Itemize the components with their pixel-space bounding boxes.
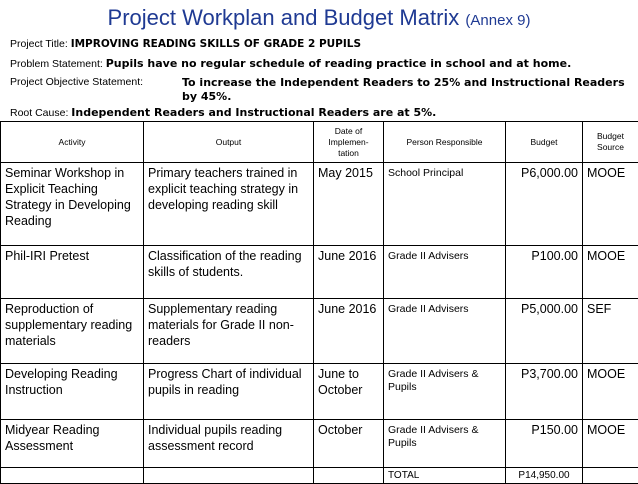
root-cause-value: Independent Readers and Instructional Readers are at 5%. bbox=[71, 106, 436, 119]
total-label: TOTAL bbox=[384, 468, 506, 484]
cell-output: Primary teachers trained in explicit teaching strategy in developing reading skill bbox=[144, 163, 314, 246]
objective-line-2: by 45%. bbox=[182, 90, 625, 104]
title-main: Project Workplan and Budget Matrix bbox=[108, 5, 460, 30]
header-person: Person Responsible bbox=[384, 122, 506, 163]
total-value: P14,950.00 bbox=[506, 468, 583, 484]
cell-activity: Reproduction of supplementary reading materials bbox=[1, 299, 144, 364]
header-date bbox=[314, 122, 384, 163]
root-cause-line bbox=[10, 106, 436, 119]
total-empty-cell bbox=[314, 468, 384, 484]
project-title-line bbox=[10, 38, 361, 50]
project-title-value: IMPROVING READING SKILLS OF GRADE 2 PUPILS bbox=[71, 38, 361, 50]
cell-date: June to October bbox=[314, 364, 384, 420]
cell-source: MOOE bbox=[583, 246, 638, 299]
table-row bbox=[1, 246, 638, 299]
cell-activity: Phil-IRI Pretest bbox=[1, 246, 144, 299]
cell-activity: Seminar Workshop in Explicit Teaching Strategy in Developing Reading bbox=[1, 163, 144, 246]
objective-statement-line bbox=[10, 76, 638, 106]
cell-budget: P150.00 bbox=[506, 420, 583, 468]
cell-date: October bbox=[314, 420, 384, 468]
cell-source: MOOE bbox=[583, 420, 638, 468]
cell-budget: P6,000.00 bbox=[506, 163, 583, 246]
cell-output: Supplementary reading materials for Grade II non-readers bbox=[144, 299, 314, 364]
project-title-label: Project Title: bbox=[10, 38, 68, 50]
cell-output: Classification of the reading skills of students. bbox=[144, 246, 314, 299]
title-annex: (Annex 9) bbox=[465, 12, 530, 29]
total-empty-cell bbox=[1, 468, 144, 484]
header-budget: Budget bbox=[506, 122, 583, 163]
header-date-line-1: Date of bbox=[316, 126, 381, 137]
cell-date: May 2015 bbox=[314, 163, 384, 246]
cell-budget: P100.00 bbox=[506, 246, 583, 299]
cell-person: Grade II Advisers & Pupils bbox=[384, 420, 506, 468]
header-source-line-1: Budget bbox=[585, 131, 636, 142]
table-row bbox=[1, 364, 638, 420]
cell-person: Grade II Advisers bbox=[384, 246, 506, 299]
cell-activity: Developing Reading Instruction bbox=[1, 364, 144, 420]
table-row bbox=[1, 299, 638, 364]
cell-activity: Midyear Reading Assessment bbox=[1, 420, 144, 468]
total-empty-cell bbox=[583, 468, 638, 484]
cell-date: June 2016 bbox=[314, 246, 384, 299]
cell-budget: P5,000.00 bbox=[506, 299, 583, 364]
cell-source: MOOE bbox=[583, 163, 638, 246]
header-date-line-3: tation bbox=[316, 148, 381, 159]
total-row bbox=[1, 468, 638, 484]
header-output: Output bbox=[144, 122, 314, 163]
cell-person: Grade II Advisers bbox=[384, 299, 506, 364]
table-row bbox=[1, 163, 638, 246]
cell-budget: P3,700.00 bbox=[506, 364, 583, 420]
cell-output: Individual pupils reading assessment record bbox=[144, 420, 314, 468]
objective-statement-label: Project Objective Statement: bbox=[10, 76, 143, 88]
header-source-line-2: Source bbox=[585, 142, 636, 153]
page-title bbox=[0, 4, 638, 35]
cell-person: School Principal bbox=[384, 163, 506, 246]
budget-matrix-table bbox=[0, 121, 638, 484]
header-activity: Activity bbox=[1, 122, 144, 163]
table-row bbox=[1, 420, 638, 468]
header-date-line-2: Implemen- bbox=[316, 137, 381, 148]
problem-statement-value: Pupils have no regular schedule of reading practice in school and at home. bbox=[106, 57, 572, 70]
cell-person: Grade II Advisers & Pupils bbox=[384, 364, 506, 420]
objective-line-1: To increase the Independent Readers to 25% and Instructional Readers bbox=[182, 76, 625, 90]
header-source bbox=[583, 122, 638, 163]
root-cause-label: Root Cause: bbox=[10, 107, 68, 119]
total-empty-cell bbox=[144, 468, 314, 484]
cell-date: June 2016 bbox=[314, 299, 384, 364]
problem-statement-label: Problem Statement: bbox=[10, 58, 103, 70]
table-header-row bbox=[1, 122, 638, 163]
cell-output: Progress Chart of individual pupils in reading bbox=[144, 364, 314, 420]
cell-source: SEF bbox=[583, 299, 638, 364]
cell-source: MOOE bbox=[583, 364, 638, 420]
objective-statement-value bbox=[182, 76, 625, 104]
problem-statement-line bbox=[10, 57, 571, 70]
